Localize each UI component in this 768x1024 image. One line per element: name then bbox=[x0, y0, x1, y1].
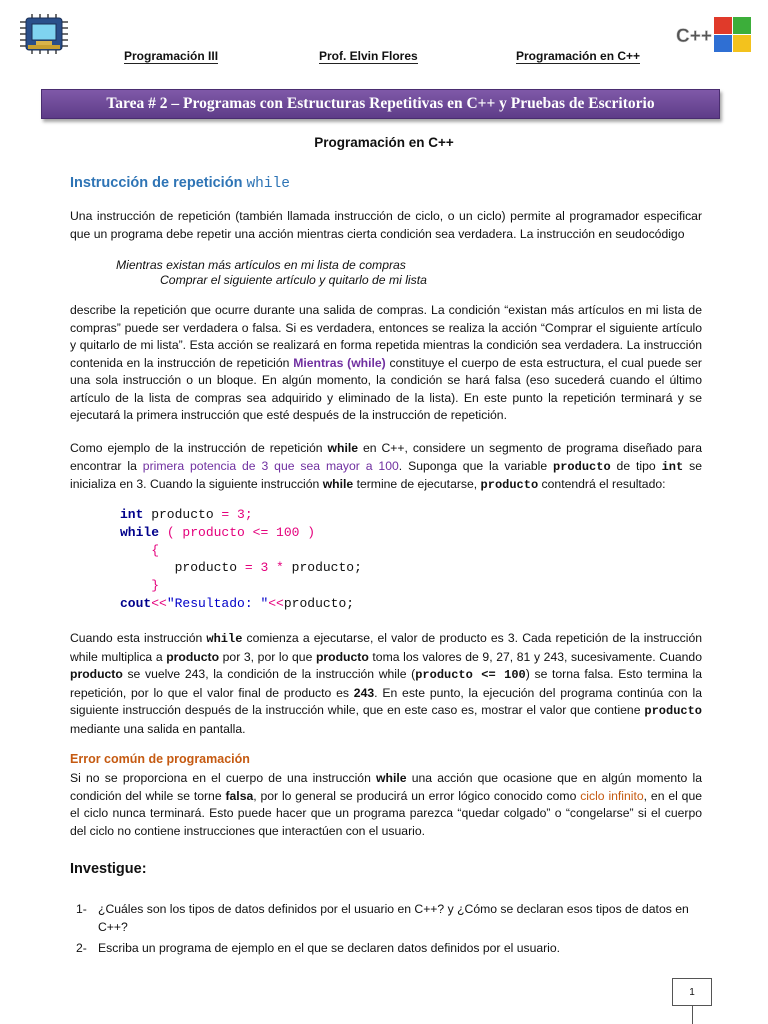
list-item: 1- ¿Cuáles son los tipos de datos definidos por el usuario en C++? y ¿Cómo se declaran esos tipos de datos en C++? bbox=[76, 902, 689, 934]
school-logo bbox=[18, 12, 70, 56]
cpp-logo-text: C++ bbox=[676, 26, 712, 47]
highlight-mientras: Mientras (while) bbox=[293, 355, 386, 370]
highlight-potencia: primera potencia de 3 que sea mayor a 100 bbox=[142, 458, 399, 473]
list-item: 2- Escriba un programa de ejemplo en el que se declaren datos definidos por el usuario. bbox=[76, 941, 561, 955]
page-header bbox=[124, 49, 650, 65]
questions-list bbox=[76, 901, 702, 962]
section-heading-code: while bbox=[246, 176, 290, 192]
pseudocode-line-1: Mientras existan más artículos en mi lista de compras bbox=[116, 258, 406, 272]
page-number-tick bbox=[692, 1006, 693, 1024]
paragraph-explanation: Cuando esta instrucción while comienza a ejecutarse, el valor de producto es 3. Cada repetición de la instrucción while multiplica a producto por 3, por lo que producto toma los valores de 9, 27, 81 y 243, sucesivamente. Cuando producto se vuelve 243, la condición de la instrucción while (producto <= 100) se torna falsa. Esto termina la repetición, por lo que el valor final de producto es 243. En este punto, la ejecución del programa continúa con la siguiente instrucción después de la instrucción while, que en este caso es, mostrar el valor que contiene producto mediante una salida en pantalla. bbox=[70, 631, 703, 736]
header-professor: Prof. Elvin Flores bbox=[319, 49, 418, 63]
code-example: int producto = 3; while ( producto <= 100 ) { producto = 3 * producto; } cout<<"Resultado: "<<producto; bbox=[120, 507, 362, 611]
paragraph-intro: Una instrucción de repetición (también llamada instrucción de ciclo, o un ciclo) permite al programador especificar que un programa debe repetir una acción mientras cierta condición sea verdadera. La instrucción en seudocódigo bbox=[70, 209, 702, 241]
section-heading: Instrucción de repetición while bbox=[70, 175, 290, 192]
highlight-ciclo-infinito: ciclo infinito bbox=[580, 788, 644, 803]
paragraph-error: Si no se proporciona en el cuerpo de una instrucción while una acción que ocasione que en algún momento la condición del while se torne falsa, por lo general se producirá un error lógico conocido como ciclo infinito, en el que el ciclo nunca terminará. Esto puede hacer que un programa parezca “quedar colgado” o “congelarse” si el cuerpo del ciclo no contiene instrucciones que interactúen con el usuario. bbox=[70, 771, 702, 838]
page-number: 1 bbox=[672, 978, 712, 1006]
header-subject: Programación en C++ bbox=[516, 49, 641, 63]
pseudocode-line-2: Comprar el siguiente artículo y quitarlo de mi lista bbox=[160, 273, 427, 287]
investigue-heading: Investigue: bbox=[70, 861, 147, 877]
header-course: Programación III bbox=[124, 49, 219, 63]
paragraph-example: Como ejemplo de la instrucción de repetición while en C++, considere un segmento de programa diseñado para encontrar la primera potencia de 3 que sea mayor a 100. Suponga que la variable producto de tipo int se inicializa en 3. Cuando la siguiente instrucción while termine de ejecutarse, producto contendrá el resultado: bbox=[70, 441, 702, 492]
paragraph-description: describe la repetición que ocurre durante una salida de compras. La condición “existan más artículos en mi lista de compras” puede ser verdadera o falsa. Si es verdadera, entonces se realiza la acción “Comprar el siguiente artículo y quitarlo de mi lista”. Esta acción se realizará en forma repetida mientras la condición sea verdadera. La instrucción contenida en la instrucción de repetición Mientras (while) constituye el cuerpo de esta estructura, el cual puede ser una sola instrucción o un bloque. En algún momento, la condición se hará falsa (eso sucederá cuando el último artículo de la lista de compras sea adquirido y eliminado de la lista). En este punto la repetición terminará y se ejecutará la primera instrucción que esté después de la instrucción de repetición. bbox=[70, 303, 702, 422]
error-heading: Error común de programación bbox=[70, 752, 250, 766]
cpp-logo bbox=[674, 14, 752, 58]
document-subtitle: Programación en C++ bbox=[314, 135, 454, 150]
assignment-title: Tarea # 2 – Programas con Estructuras Repetitivas en C++ y Pruebas de Escritorio bbox=[41, 89, 720, 119]
